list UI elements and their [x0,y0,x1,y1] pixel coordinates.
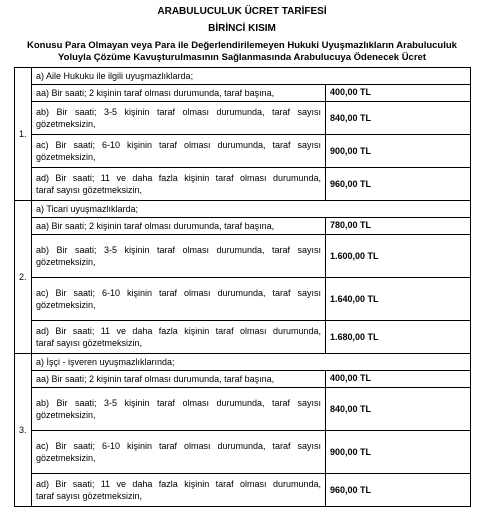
fee-price: 960,00 TL [325,474,470,507]
fee-price: 900,00 TL [325,135,470,168]
section-row [15,354,471,371]
fee-description: aa) Bir saati; 2 kişinin taraf olması durumunda, taraf başına, [32,371,326,388]
fee-row [15,135,471,168]
fee-row [15,102,471,135]
fee-description: ab) Bir saati; 3-5 kişinin taraf olması durumunda, taraf sayısı gözetmeksizin, [32,388,326,431]
fee-description: ac) Bir saati; 6-10 kişinin taraf olması durumunda, taraf sayısı gözetmeksizin, [32,431,326,474]
section-number: 1. [15,68,32,201]
fee-row [15,278,471,321]
fee-description: ad) Bir saati; 11 ve daha fazla kişinin taraf olması durumunda, taraf sayısı gözetmeksizin, [32,474,326,507]
fee-price: 840,00 TL [325,102,470,135]
fee-description: ad) Bir saati; 11 ve daha fazla kişinin taraf olması durumunda, taraf sayısı gözetmeksizin, [32,168,326,201]
fee-description: aa) Bir saati; 2 kişinin taraf olması durumunda, taraf başına, [32,218,326,235]
subtitle-line-1: Konusu Para Olmayan veya Para ile Değerlendirilemeyen Hukuki Uyuşmazlıkların Arabuluculuk [27,40,457,51]
fee-price: 1.600,00 TL [325,235,470,278]
fee-description: ab) Bir saati; 3-5 kişinin taraf olması durumunda, taraf sayısı gözetmeksizin, [32,102,326,135]
subtitle-line-2: Yoluyla Çözüme Kavuşturulmasının Sağlanmasında Arabulucuya Ödenecek Ücret [58,52,426,63]
fee-row [15,168,471,201]
fee-price: 400,00 TL [325,85,470,102]
fee-price: 1.640,00 TL [325,278,470,321]
fee-row [15,371,471,388]
fee-price: 780,00 TL [325,218,470,235]
section-heading: a) İşçi - işveren uyuşmazlıklarında; [32,354,471,371]
fee-row [15,321,471,354]
fee-row [15,474,471,507]
fee-description: ab) Bir saati; 3-5 kişinin taraf olması durumunda, taraf sayısı gözetmeksizin, [32,235,326,278]
section-number: 2. [15,201,32,354]
part-heading: BİRİNCİ KISIM [208,23,276,34]
fee-price: 960,00 TL [325,168,470,201]
fee-price: 900,00 TL [325,431,470,474]
fee-description: ac) Bir saati; 6-10 kişinin taraf olması durumunda, taraf sayısı gözetmeksizin, [32,278,326,321]
fee-description: aa) Bir saati; 2 kişinin taraf olması durumunda, taraf başına, [32,85,326,102]
section-row [15,68,471,85]
fee-row [15,218,471,235]
fee-row [15,431,471,474]
fee-price: 1.680,00 TL [325,321,470,354]
fee-description: ad) Bir saati; 11 ve daha fazla kişinin taraf olması durumunda, taraf sayısı gözetmeksizin, [32,321,326,354]
section-heading: a) Aile Hukuku ile ilgili uyuşmazlıklarda; [32,68,471,85]
fee-table [14,67,471,507]
fee-price: 840,00 TL [325,388,470,431]
fee-price: 400,00 TL [325,371,470,388]
fee-row [15,388,471,431]
fee-description: ac) Bir saati; 6-10 kişinin taraf olması durumunda, taraf sayısı gözetmeksizin, [32,135,326,168]
document-title: ARABULUCULUK ÜCRET TARİFESİ [157,6,327,17]
section-row [15,201,471,218]
section-heading: a) Ticari uyuşmazlıklarda; [32,201,471,218]
section-number: 3. [15,354,32,507]
fee-row [15,85,471,102]
fee-row [15,235,471,278]
